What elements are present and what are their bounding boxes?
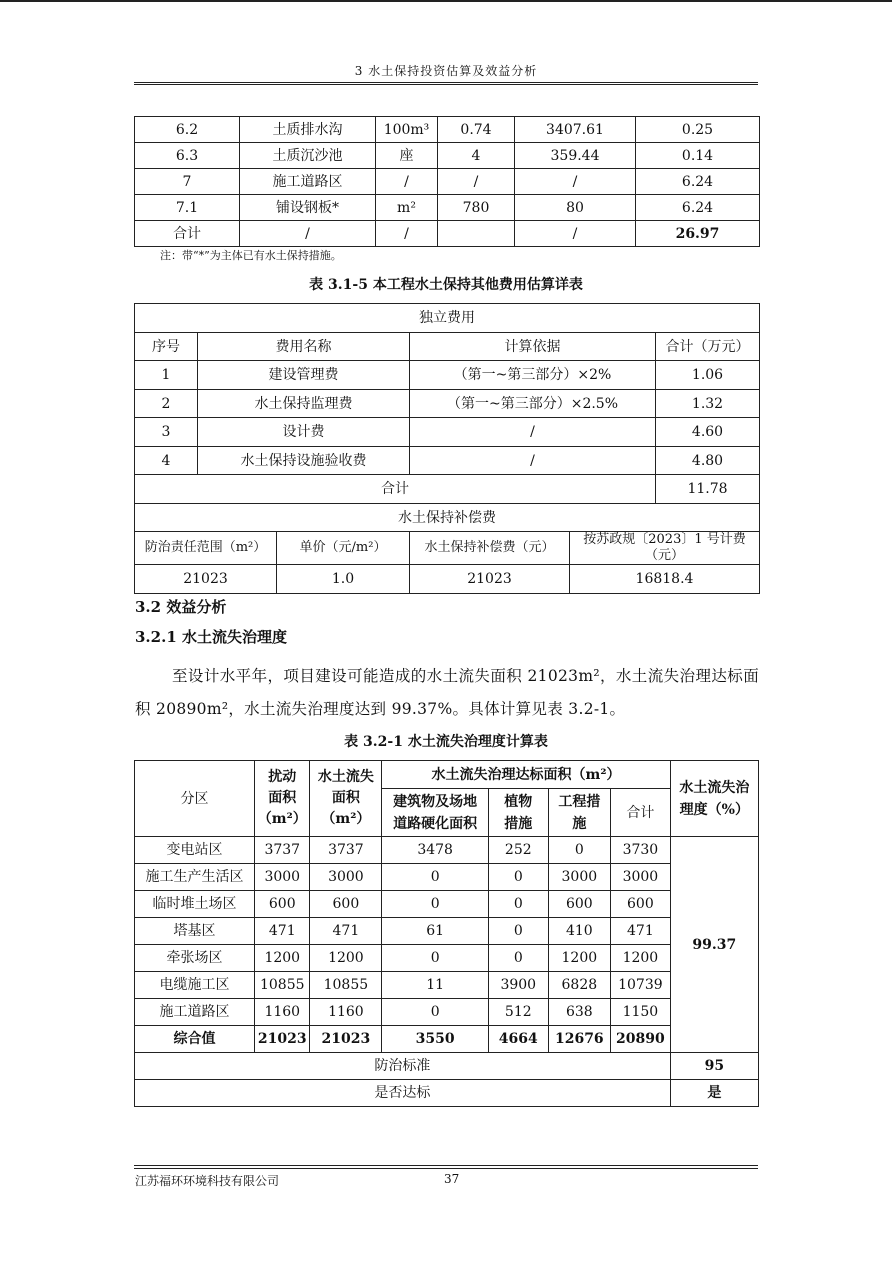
- table-cell: 4: [438, 143, 515, 169]
- table-row: [135, 837, 759, 864]
- table-total-row: [135, 221, 760, 247]
- table-cell: 6.24: [636, 169, 760, 195]
- page-top-border: [0, 0, 892, 2]
- body-paragraph: 至设计水平年，项目建设可能造成的水土流失面积 21023m²，水土流失治理达标面积 20890m²，水土流失治理度达到 99.37%。具体计算见表 3.2-1。: [135, 667, 759, 718]
- table-cell: 4.60: [656, 418, 760, 447]
- subtotal-label: 合计: [135, 475, 656, 504]
- table-cell: 1.06: [656, 361, 760, 390]
- table-row: [135, 169, 760, 195]
- table-note: 注：带“*”为主体已有水土保持措施。: [160, 249, 342, 262]
- table-cell: 10739: [611, 972, 671, 999]
- table-cell: 0: [382, 945, 489, 972]
- table-cell: 10855: [310, 972, 382, 999]
- table-cell: 0: [489, 891, 549, 918]
- table-cell: 2: [135, 390, 198, 418]
- table-cell: 水土保持监理费: [198, 390, 410, 418]
- column-header: 工程措 施: [548, 789, 611, 837]
- table-cell: 0: [548, 837, 611, 864]
- degree-value: 99.37: [670, 837, 758, 1053]
- table-cell: 6.3: [135, 143, 240, 169]
- table-cell: 1150: [611, 999, 671, 1026]
- section-heading-3-2: 3.2 效益分析: [135, 598, 227, 616]
- compensation-value-row: [135, 565, 760, 594]
- table-cell: 1: [135, 361, 198, 390]
- meets-value: 是: [670, 1080, 758, 1107]
- erosion-control-table: [134, 760, 759, 1107]
- table-cell: 21023: [310, 1026, 382, 1053]
- table-caption-315: 表 3.1-5 本工程水土保持其他费用估算详表: [309, 277, 583, 293]
- cost-table-continued: [134, 116, 760, 247]
- table-cell: 61: [382, 918, 489, 945]
- table-row: [135, 447, 760, 475]
- table-cell: 7.1: [135, 195, 240, 221]
- table-row: [135, 361, 760, 390]
- column-header: 水土保持补偿费（元）: [410, 532, 570, 565]
- section-heading-3-2-1: 3.2.1 水土流失治理度: [135, 628, 287, 646]
- table-cell: 471: [255, 918, 310, 945]
- subtotal-row: [135, 475, 760, 504]
- standard-value: 95: [670, 1053, 758, 1080]
- total-label: 合计: [135, 221, 240, 247]
- table-cell: 0.25: [636, 117, 760, 143]
- table-cell: 21023: [135, 565, 277, 594]
- table-row: [135, 891, 759, 918]
- table-cell: 3478: [382, 837, 489, 864]
- column-header: 水土流失治 理度（%）: [670, 761, 758, 837]
- meets-label: 是否达标: [135, 1080, 671, 1107]
- table-row: [135, 390, 760, 418]
- table-cell: 471: [611, 918, 671, 945]
- section-header-independent: 独立费用: [135, 304, 760, 333]
- table-cell: 780: [438, 195, 515, 221]
- table-cell: 铺设钢板*: [240, 195, 376, 221]
- table-cell: /: [240, 221, 376, 247]
- table-row: [135, 143, 760, 169]
- subtotal-value: 11.78: [656, 475, 760, 504]
- table-cell: 6.2: [135, 117, 240, 143]
- table-row: [135, 918, 759, 945]
- other-costs-table: [134, 303, 760, 594]
- table-cell: 0: [489, 945, 549, 972]
- table-cell: 塔基区: [135, 918, 255, 945]
- table-row: [135, 945, 759, 972]
- table-row: [135, 999, 759, 1026]
- table-cell: 1.0: [277, 565, 410, 594]
- table-cell: 6828: [548, 972, 611, 999]
- column-header: 计算依据: [410, 333, 656, 361]
- table-cell: 4.80: [656, 447, 760, 475]
- column-header: 分区: [135, 761, 255, 837]
- table-cell: 4664: [489, 1026, 549, 1053]
- table-cell: 设计费: [198, 418, 410, 447]
- table-cell: 施工道路区: [135, 999, 255, 1026]
- table-cell: 3730: [611, 837, 671, 864]
- table-cell: /: [376, 221, 438, 247]
- table-cell: /: [410, 447, 656, 475]
- table-cell: 252: [489, 837, 549, 864]
- table-cell: 3000: [310, 864, 382, 891]
- table-cell: 土质沉沙池: [240, 143, 376, 169]
- table-cell: 10855: [255, 972, 310, 999]
- table-cell: 1200: [310, 945, 382, 972]
- column-header: 防治责任范围（m²）: [135, 532, 277, 565]
- table-cell: 3407.61: [515, 117, 636, 143]
- footer-rule-2: [134, 1168, 758, 1169]
- table-cell: 3550: [382, 1026, 489, 1053]
- table-cell: 3000: [611, 864, 671, 891]
- table-row: [135, 117, 760, 143]
- table-cell: 1.32: [656, 390, 760, 418]
- table-cell: /: [438, 169, 515, 195]
- column-header: 建筑物及场地 道路硬化面积: [382, 789, 489, 837]
- table-cell: 20890: [611, 1026, 671, 1053]
- table-cell: 1200: [548, 945, 611, 972]
- table-cell: （第一~第三部分）×2%: [410, 361, 656, 390]
- table-cell: 600: [255, 891, 310, 918]
- table-caption-321: 表 3.2-1 水土流失治理度计算表: [344, 734, 548, 750]
- column-header: 合计（万元）: [656, 333, 760, 361]
- table-cell: 6.24: [636, 195, 760, 221]
- table-cell: 0: [489, 864, 549, 891]
- table-cell: 410: [548, 918, 611, 945]
- total-label: 综合值: [135, 1026, 255, 1053]
- section-header-compensation: 水土保持补偿费: [135, 504, 760, 532]
- table-cell: 3737: [255, 837, 310, 864]
- column-header: 费用名称: [198, 333, 410, 361]
- table-row: [135, 195, 760, 221]
- table-cell: 牵张场区: [135, 945, 255, 972]
- table-header-row: [135, 761, 759, 789]
- table-cell: /: [515, 169, 636, 195]
- table-row: [135, 864, 759, 891]
- table-cell: 变电站区: [135, 837, 255, 864]
- compensation-header-row: [135, 532, 760, 565]
- table-cell: 3737: [310, 837, 382, 864]
- column-header: 植物 措施: [489, 789, 549, 837]
- table-cell: 12676: [548, 1026, 611, 1053]
- table-cell: 3000: [548, 864, 611, 891]
- table-cell: 512: [489, 999, 549, 1026]
- table-cell: 3000: [255, 864, 310, 891]
- table-cell: 7: [135, 169, 240, 195]
- table-cell: 4: [135, 447, 198, 475]
- table-cell: 80: [515, 195, 636, 221]
- standard-row: [135, 1053, 759, 1080]
- column-header: 按苏政规〔2023〕1 号计费（元）: [570, 532, 760, 565]
- table-cell: 21023: [255, 1026, 310, 1053]
- table-cell: 1200: [255, 945, 310, 972]
- table-cell: 100m³: [376, 117, 438, 143]
- table-cell: m²: [376, 195, 438, 221]
- column-header: 单价（元/m²）: [277, 532, 410, 565]
- footer-company: 江苏福环环境科技有限公司: [135, 1174, 280, 1188]
- table-cell: 0.14: [636, 143, 760, 169]
- footer-rule: [134, 1165, 758, 1166]
- table-cell: 水土保持设施验收费: [198, 447, 410, 475]
- table-row: [135, 418, 760, 447]
- table-cell: 600: [611, 891, 671, 918]
- table-cell: 座: [376, 143, 438, 169]
- table-cell: 21023: [410, 565, 570, 594]
- meets-standard-row: [135, 1080, 759, 1107]
- table-cell: 0: [489, 918, 549, 945]
- total-value: 26.97: [636, 221, 760, 247]
- table-cell: /: [410, 418, 656, 447]
- column-header: 水土流失 面积 （m²）: [310, 761, 382, 837]
- table-cell: 建设管理费: [198, 361, 410, 390]
- table-cell: 施工生产生活区: [135, 864, 255, 891]
- table-cell: 1200: [611, 945, 671, 972]
- table-cell: 0.74: [438, 117, 515, 143]
- header-rule-2: [134, 84, 758, 85]
- table-row: [135, 972, 759, 999]
- standard-label: 防治标准: [135, 1053, 671, 1080]
- table-cell: 638: [548, 999, 611, 1026]
- table-cell: 16818.4: [570, 565, 760, 594]
- table-cell: 471: [310, 918, 382, 945]
- column-header: 序号: [135, 333, 198, 361]
- table-cell: 电缆施工区: [135, 972, 255, 999]
- table-cell: （第一~第三部分）×2.5%: [410, 390, 656, 418]
- table-cell: 11: [382, 972, 489, 999]
- column-group-header: 水土流失治理达标面积（m²）: [382, 761, 670, 789]
- header-rule: [134, 82, 758, 83]
- column-header: 扰动 面积 （m²）: [255, 761, 310, 837]
- table-cell: 0: [382, 999, 489, 1026]
- table-total-row: [135, 1026, 759, 1053]
- table-cell: 施工道路区: [240, 169, 376, 195]
- table-cell: 1160: [310, 999, 382, 1026]
- table-cell: 3900: [489, 972, 549, 999]
- table-cell: 临时堆土场区: [135, 891, 255, 918]
- table-cell: 土质排水沟: [240, 117, 376, 143]
- page-number: 37: [444, 1172, 460, 1186]
- table-cell: 0: [382, 891, 489, 918]
- table-cell: 3: [135, 418, 198, 447]
- page-header: 3 水土保持投资估算及效益分析: [354, 64, 538, 78]
- table-cell: 600: [548, 891, 611, 918]
- table-cell: 0: [382, 864, 489, 891]
- table-header-row: [135, 333, 760, 361]
- table-cell: /: [376, 169, 438, 195]
- table-cell: 1160: [255, 999, 310, 1026]
- table-cell: 600: [310, 891, 382, 918]
- column-header: 合计: [611, 789, 671, 837]
- table-cell: /: [515, 221, 636, 247]
- table-cell: 359.44: [515, 143, 636, 169]
